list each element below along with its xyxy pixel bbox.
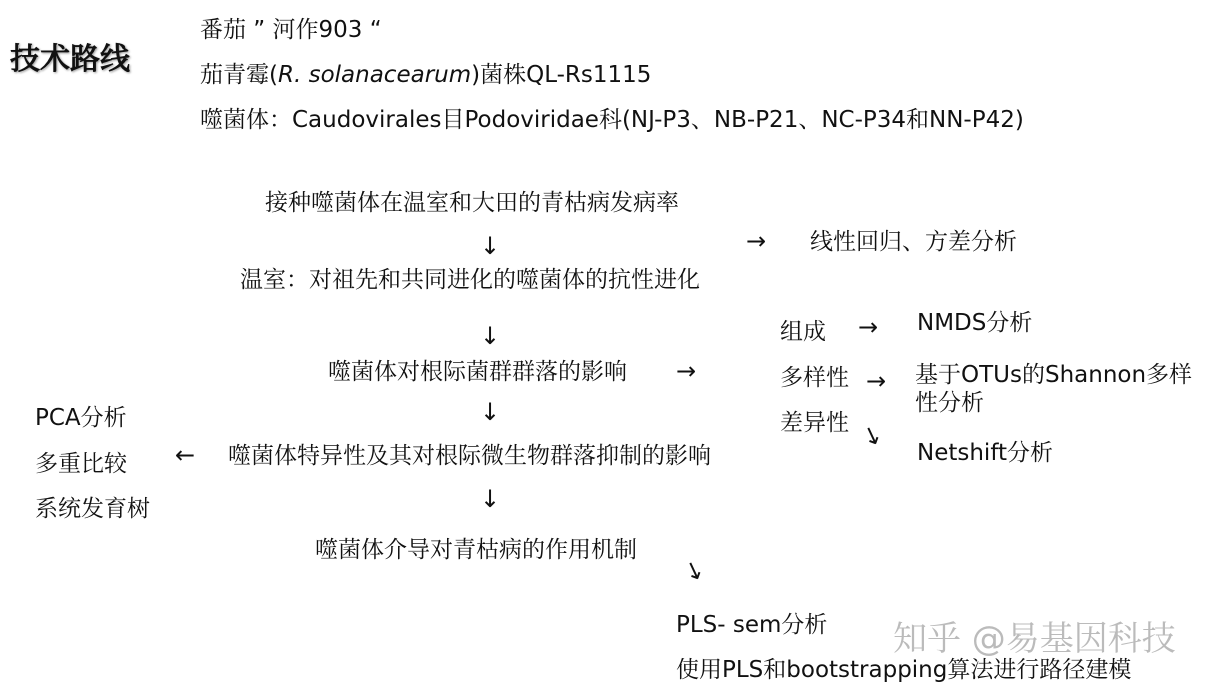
result-shannon: 基于OTUs的Shannon多样性分析: [915, 362, 1193, 416]
arrow-right-composition: →: [858, 313, 879, 341]
analysis-multiple-comparison: 多重比较: [35, 451, 127, 477]
label-difference: 差异性: [780, 410, 849, 436]
arrow-right-diversity: →: [866, 367, 887, 395]
arrow-down-2: ↓: [480, 322, 501, 350]
label-diversity: 多样性: [780, 365, 849, 391]
header-line-strain: [200, 61, 651, 89]
strain-prefix: 茄青霉(: [200, 62, 278, 88]
analysis-linear: 线性回归、方差分析: [810, 229, 1017, 255]
flow-step-3: 噬菌体对根际菌群群落的影响: [328, 359, 627, 385]
analysis-path-modeling: 使用PLS和bootstrapping算法进行路径建模: [676, 657, 1132, 683]
flow-step-4: 噬菌体特异性及其对根际微生物群落抑制的影响: [228, 443, 711, 469]
analysis-pls-sem: PLS- sem分析: [676, 612, 828, 638]
strain-suffix: )菌株QL-Rs1115: [471, 62, 652, 88]
result-netshift: Netshift分析: [917, 440, 1054, 466]
analysis-pca: PCA分析: [35, 405, 127, 431]
header-line-phage: 噬菌体：Caudovirales目Podoviridae科(NJ-P3、NB-P21、NC-P34和NN-P42): [200, 107, 1024, 133]
diag-arrow-glyph: ↘: [679, 553, 709, 587]
label-composition: 组成: [780, 319, 826, 345]
arrow-down-4: ↓: [480, 485, 501, 513]
arrow-down-1: ↓: [480, 232, 501, 260]
arrow-diag-difference: [857, 418, 887, 452]
header-line-tomato: 番茄 ” 河作903 “: [200, 17, 382, 43]
watermark: 知乎 @易基因科技: [893, 619, 1176, 659]
flow-step-1: 接种噬菌体在温室和大田的青枯病发病率: [265, 190, 679, 216]
arrow-diag-step5: [679, 553, 709, 587]
arrow-left-step4: ←: [175, 441, 196, 469]
strain-species: R. solanacearum: [277, 62, 472, 88]
flow-step-5: 噬菌体介导对青枯病的作用机制: [315, 537, 637, 563]
analysis-phylogenetic-tree: 系统发育树: [35, 496, 150, 522]
arrow-right-linear: →: [746, 227, 767, 255]
arrow-down-3: ↓: [480, 398, 501, 426]
result-nmds: NMDS分析: [917, 310, 1033, 336]
page-title: 技术路线: [10, 42, 130, 77]
flow-step-2: 温室：对祖先和共同进化的噬菌体的抗性进化: [240, 267, 700, 293]
diag-arrow-glyph: ↘: [857, 418, 887, 452]
arrow-right-step3: →: [676, 357, 697, 385]
